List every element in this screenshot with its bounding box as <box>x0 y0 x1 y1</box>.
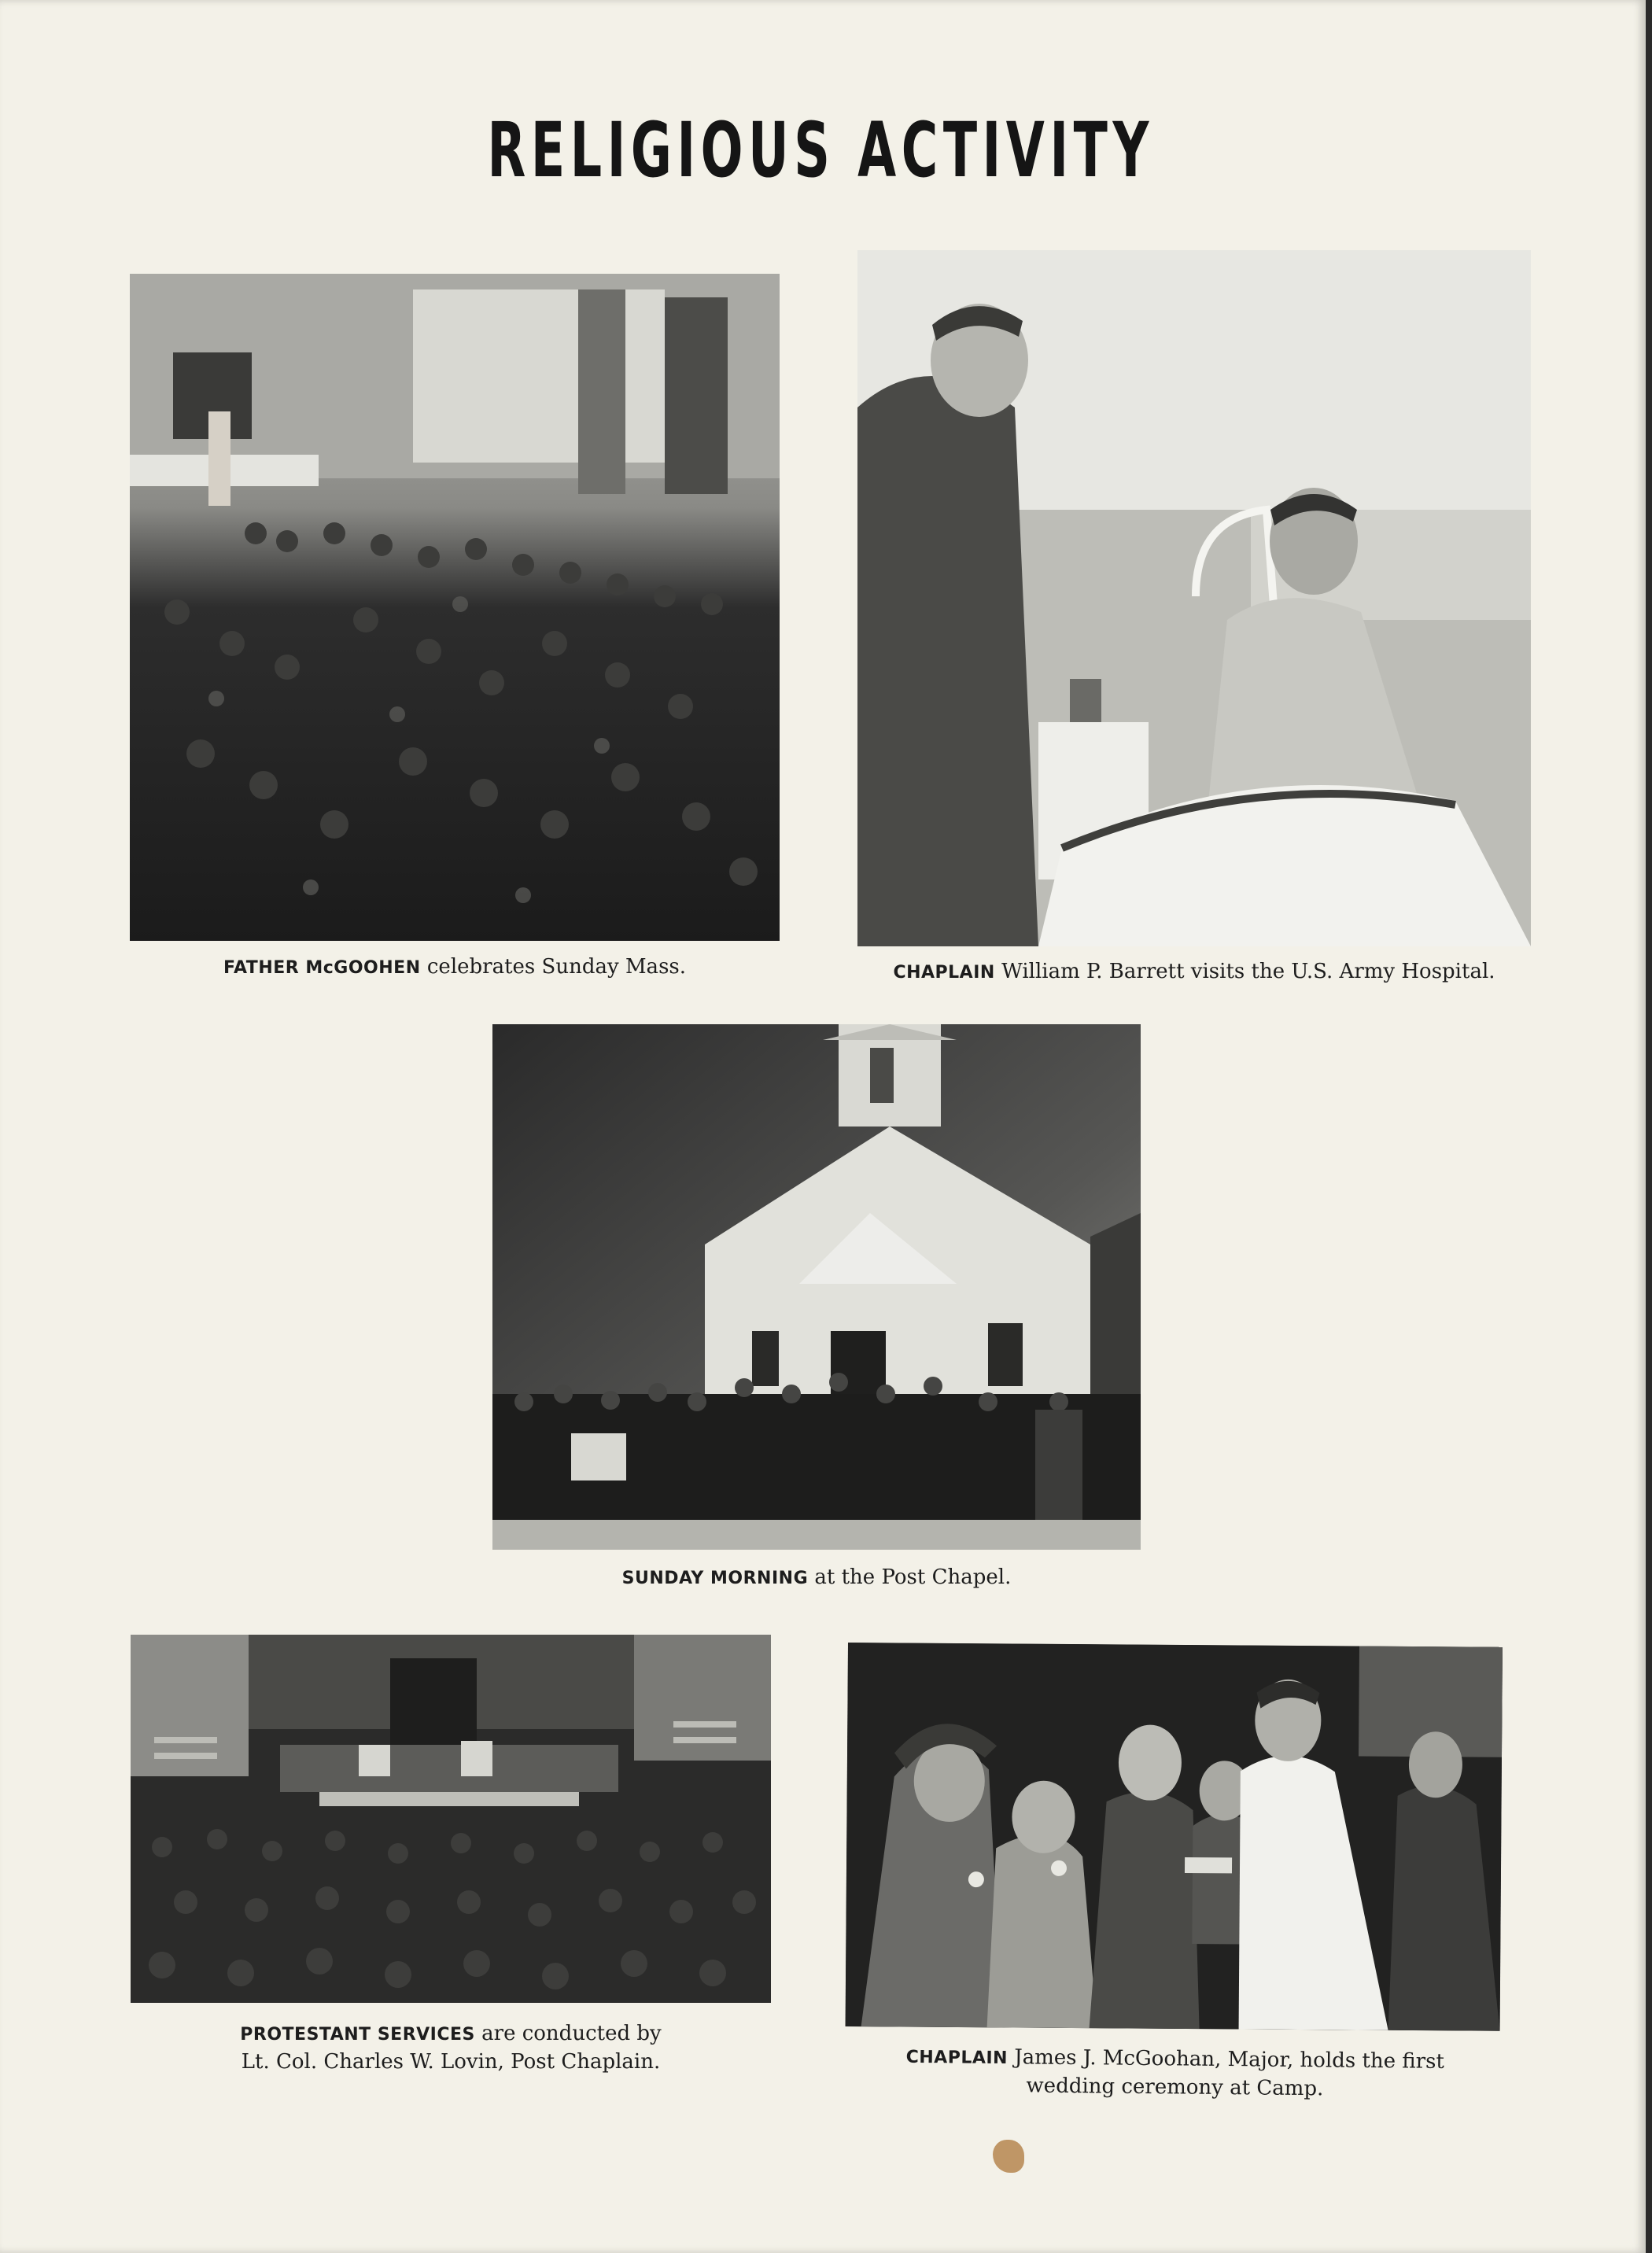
caption-text: celebrates Sunday Mass. <box>420 955 687 979</box>
caption-protestant <box>131 2020 771 2075</box>
caption-text: James J. McGoohan, Major, holds the first <box>1007 2045 1445 2074</box>
hospital-visit-photo <box>857 250 1531 946</box>
caption-text: are conducted by <box>474 2022 662 2045</box>
caption-lead: SUNDAY MORNING <box>621 1569 809 1588</box>
wedding-ceremony-photo <box>846 1643 1503 2031</box>
protestant-service-photo <box>131 1635 771 2003</box>
page-edge <box>1646 0 1652 2253</box>
caption-text: William P. Barrett visits the U.S. Army Hospital. <box>994 960 1495 983</box>
caption-lead: CHAPLAIN <box>905 2047 1009 2069</box>
caption-chapel <box>492 1564 1141 1592</box>
caption-lead: FATHER McGOOHEN <box>223 958 421 978</box>
caption-lead: CHAPLAIN <box>893 963 995 983</box>
caption-lead: PROTESTANT SERVICES <box>240 2025 475 2045</box>
caption-hospital <box>857 958 1531 986</box>
caption-text: at the Post Chapel. <box>808 1565 1012 1589</box>
caption-mass <box>130 953 780 982</box>
page-title: RELIGIOUS ACTIVITY <box>487 106 1154 194</box>
caption-wedding <box>847 2042 1503 2104</box>
caption-line-2: Lt. Col. Charles W. Lovin, Post Chaplain. <box>241 2050 661 2074</box>
caption-line-2: wedding ceremony at Camp. <box>1026 2074 1324 2101</box>
post-chapel-photo <box>492 1024 1141 1550</box>
congregation-mass-photo <box>130 274 780 941</box>
